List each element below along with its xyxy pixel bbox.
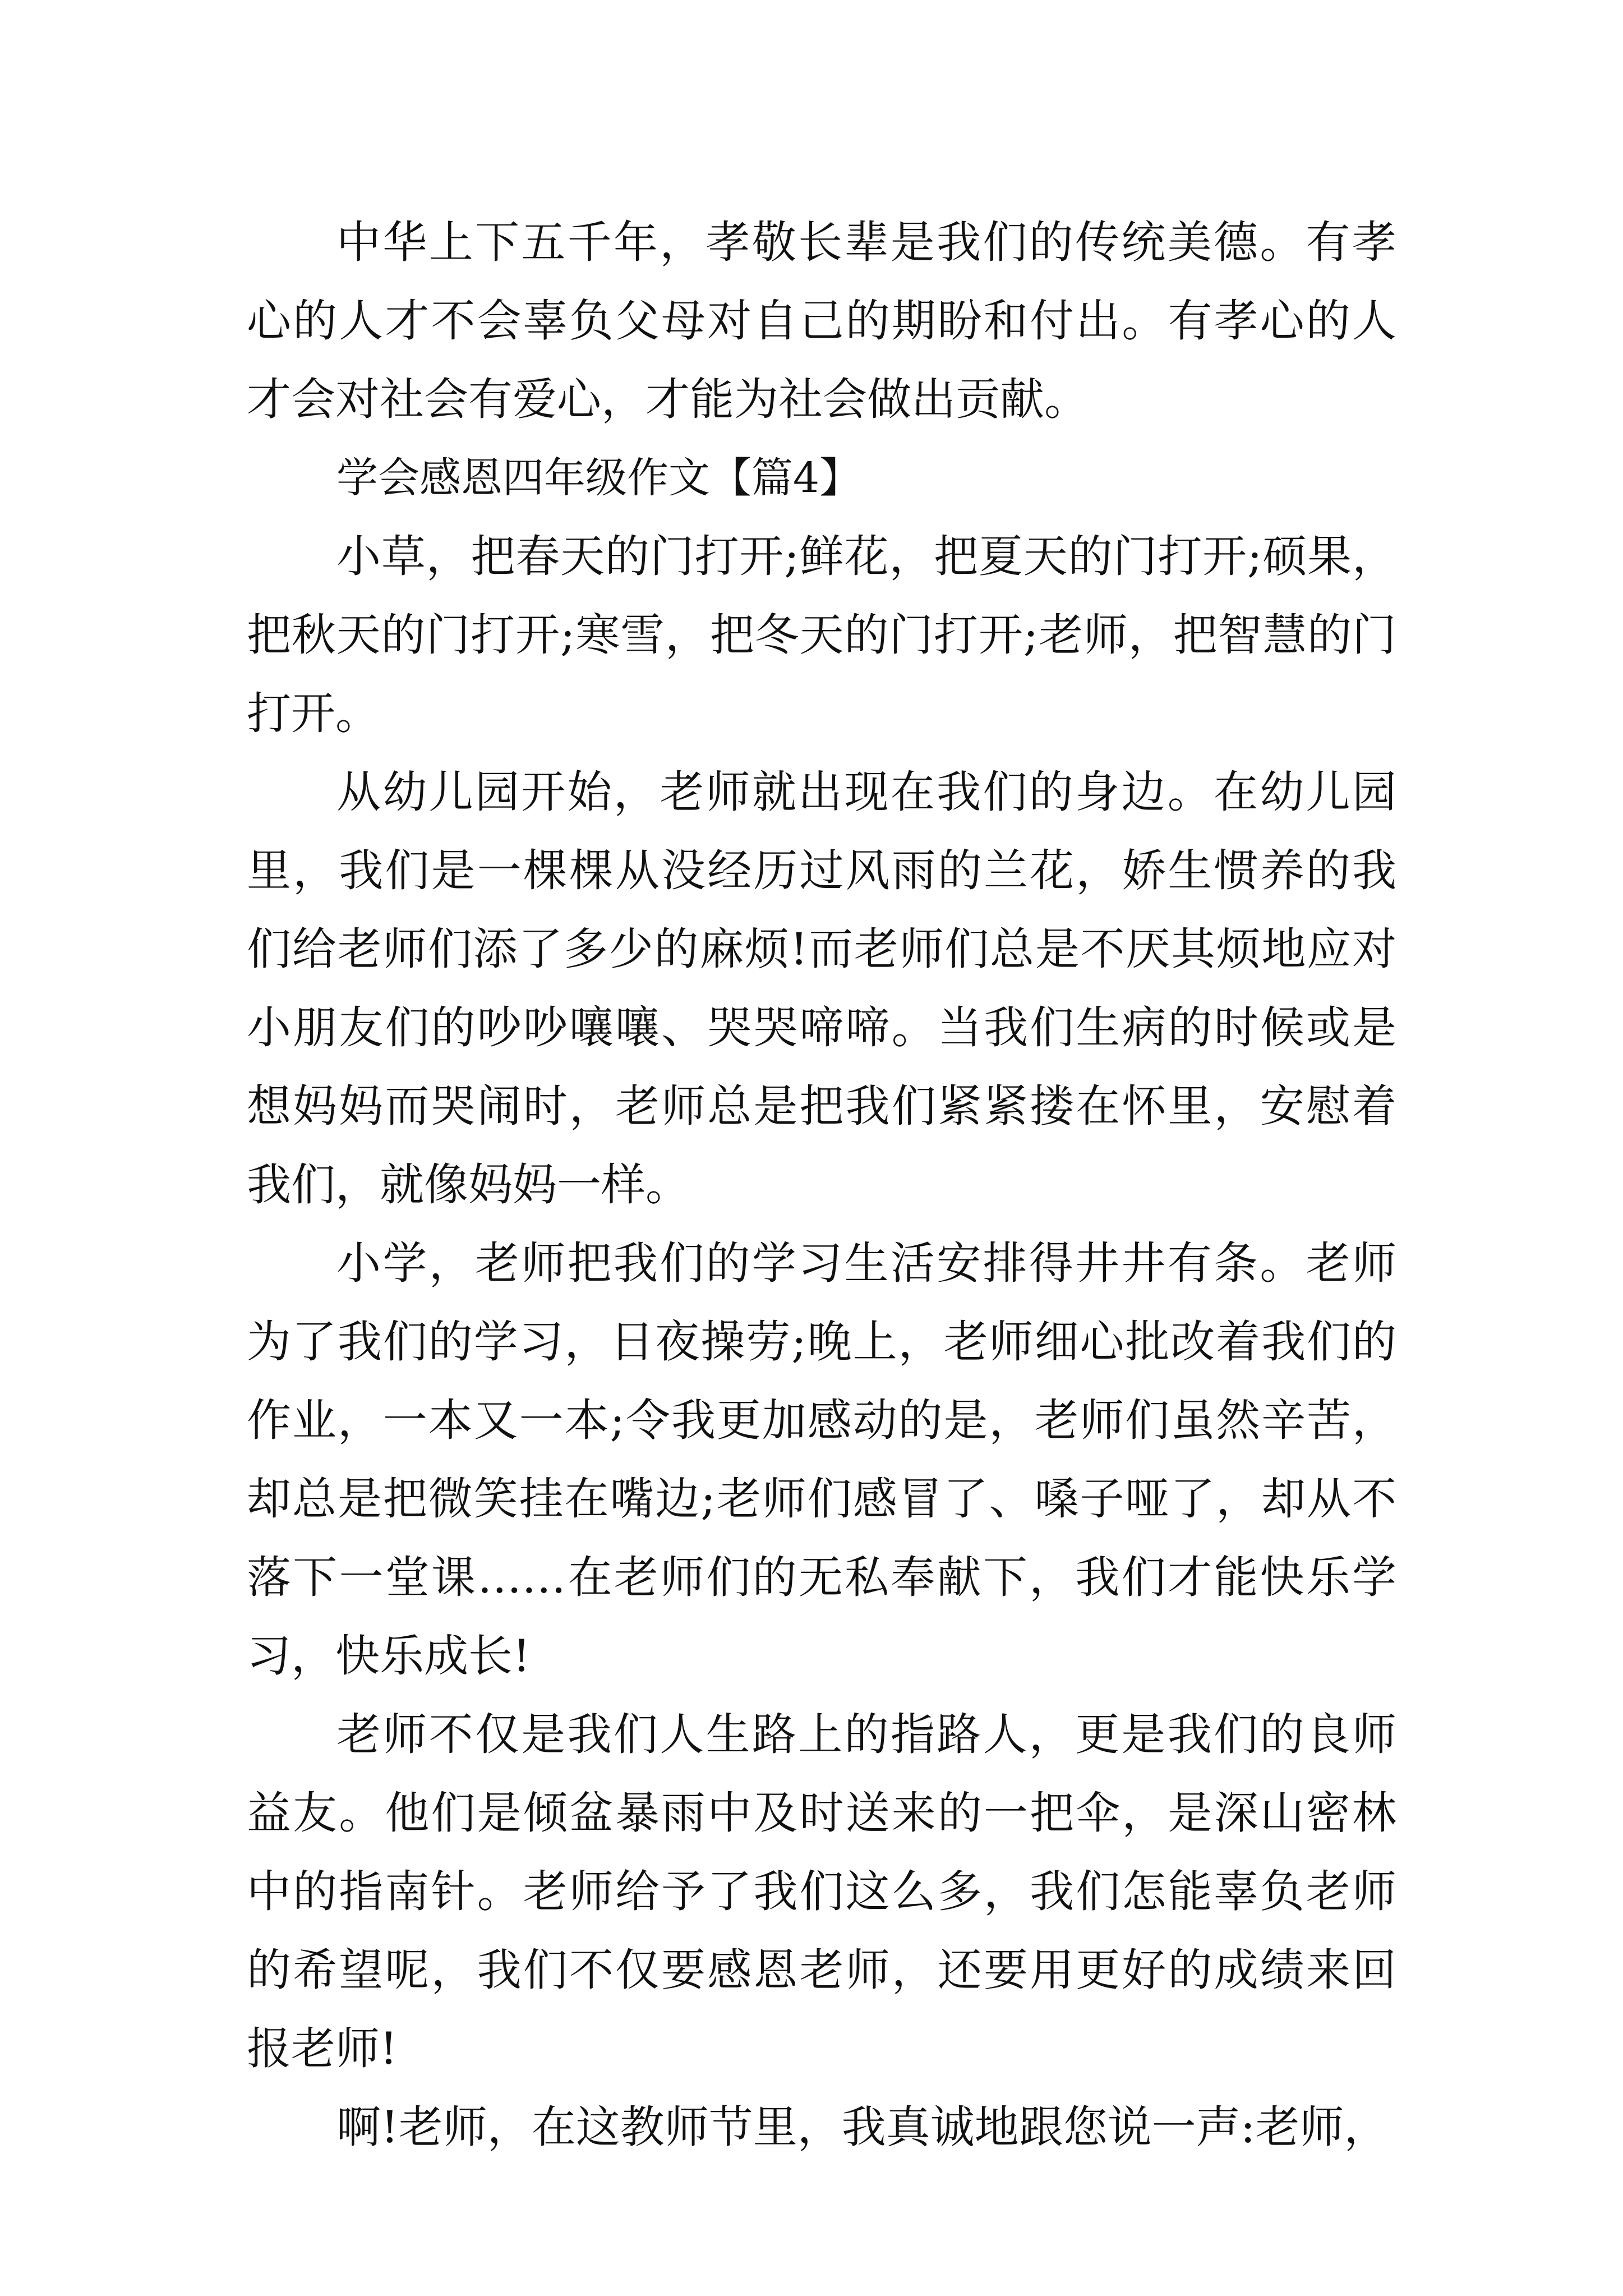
paragraph-opening-doors: 小草，把春天的门打开;鲜花，把夏天的门打开;硕果，把秋天的门打开;寒雪，把冬天的门打开;老师，把智慧的门打开。	[247, 531, 1396, 739]
paragraph-mentor: 老师不仅是我们人生路上的指路人，更是我们的良师益友。他们是倾盆暴雨中及时送来的一把伞，是深山密林中的指南针。老师给予了我们这么多，我们怎能辜负老师的希望呢，我们不仅要感恩老师，还要用更好的成绩来回报老师!	[247, 1709, 1396, 2074]
paragraph-filial-piety: 中华上下五千年，孝敬长辈是我们的传统美德。有孝心的人才不会辜负父母对自己的期盼和付出。有孝心的人才会对社会有爱心，才能为社会做出贡献。	[247, 217, 1396, 425]
section-heading: 学会感恩四年级作文【篇4】	[336, 454, 861, 502]
paragraph-kindergarten: 从幼儿园开始，老师就出现在我们的身边。在幼儿园里，我们是一棵棵从没经历过风雨的兰花，娇生惯养的我们给老师们添了多少的麻烦!而老师们总是不厌其烦地应对小朋友们的吵吵嚷嚷、哭哭啼啼。当我们生病的时候或是想妈妈而哭闹时，老师总是把我们紧紧搂在怀里，安慰着我们，就像妈妈一样。	[247, 766, 1396, 1211]
paragraph-teachers-day: 啊!老师，在这教师节里，我真诚地跟您说一声:老师，	[336, 2101, 1389, 2153]
paragraph-primary-school: 小学，老师把我们的学习生活安排得井井有条。老师为了我们的学习，日夜操劳;晚上，老师细心批改着我们的作业，一本又一本;令我更加感动的是，老师们虽然辛苦，却总是把微笑挂在嘴边;老师们感冒了、嗓子哑了，却从不落下一堂课……在老师们的无私奉献下，我们才能快乐学习，快乐成长!	[247, 1237, 1396, 1682]
document-body	[247, 203, 1396, 2166]
